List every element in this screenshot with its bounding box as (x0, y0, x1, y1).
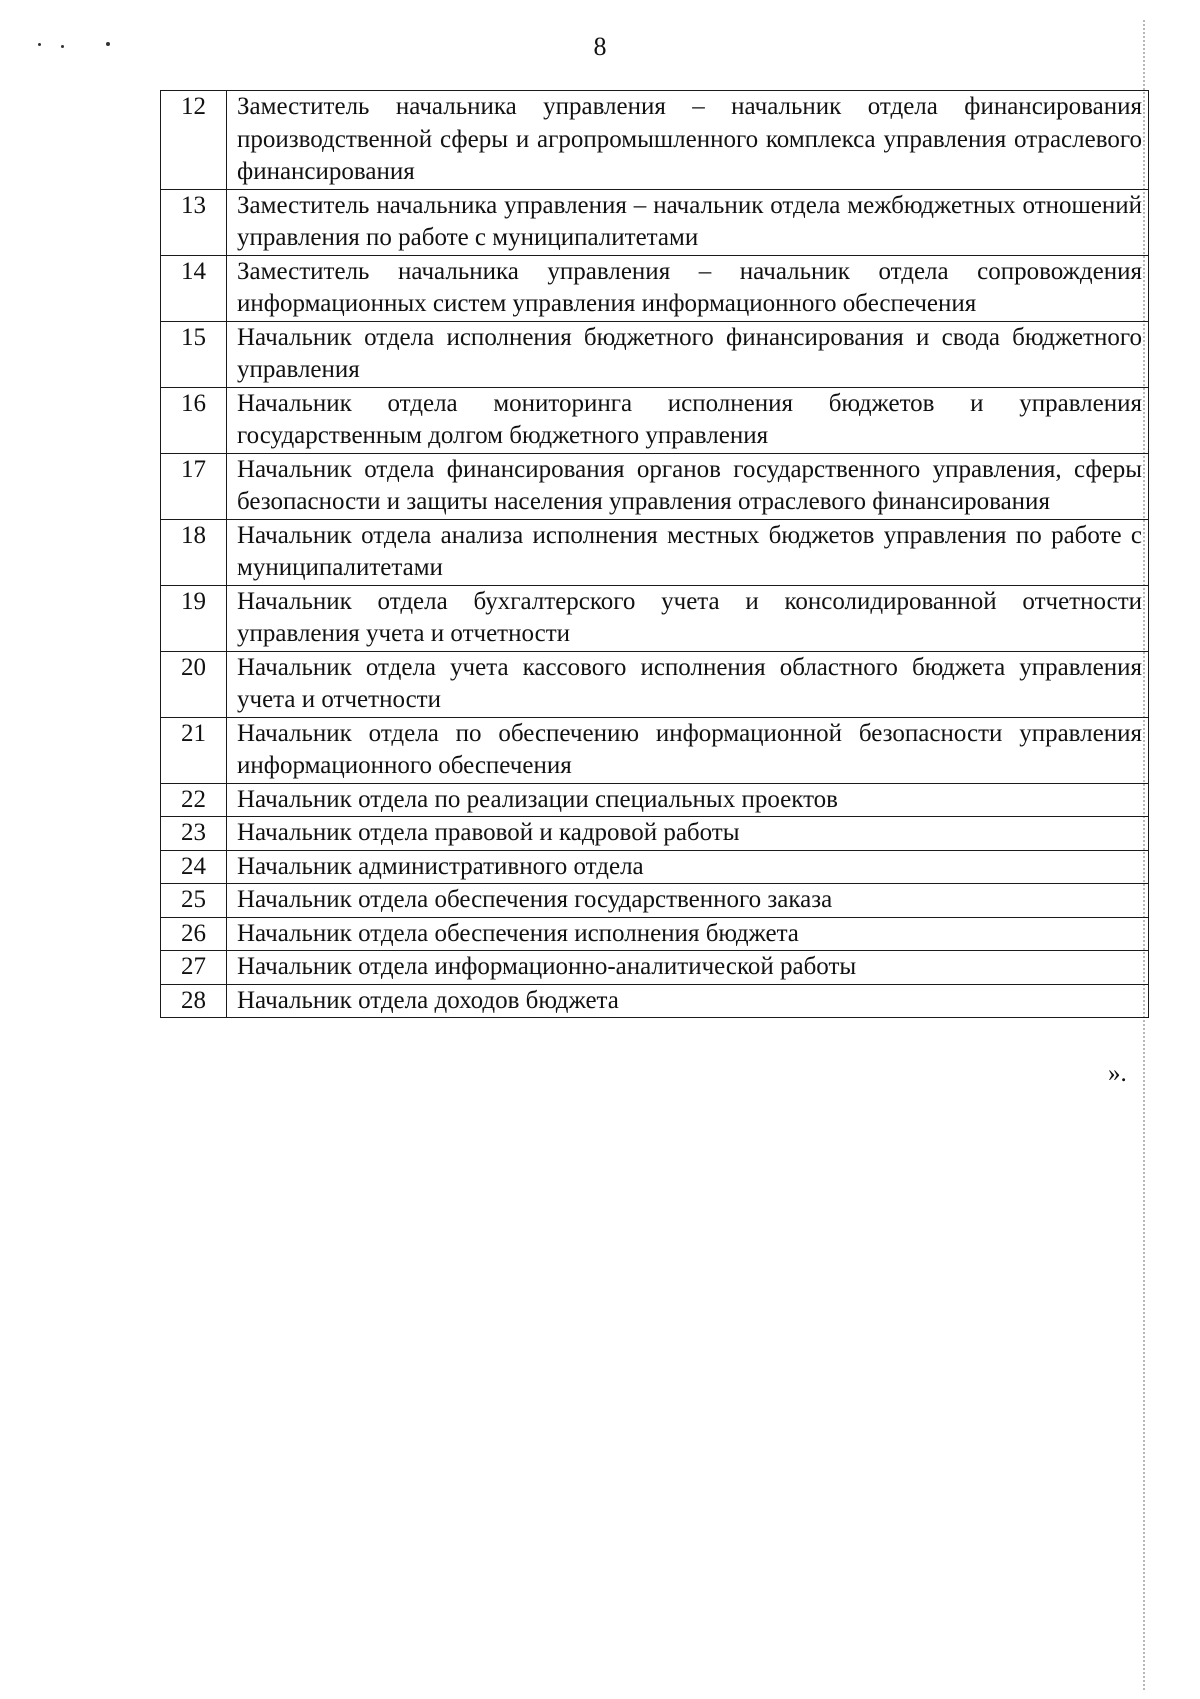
row-number-cell: 27 (161, 951, 227, 985)
row-number-cell: 17 (161, 453, 227, 519)
table-row (161, 321, 1149, 387)
table-row (161, 255, 1149, 321)
table-row (161, 984, 1149, 1018)
table-row (161, 951, 1149, 985)
row-number-cell: 15 (161, 321, 227, 387)
page-number: 8 (593, 32, 607, 61)
row-number-cell: 19 (161, 585, 227, 651)
row-number-cell: 22 (161, 783, 227, 817)
position-title-cell: Начальник отдела доходов бюджета (227, 984, 1149, 1018)
position-title-cell: Начальник отдела по обеспечению информационной безопасности управления информационного обеспечения (227, 717, 1149, 783)
row-number-cell: 23 (161, 817, 227, 851)
table-row (161, 189, 1149, 255)
positions-table (160, 90, 1149, 1018)
table-row (161, 651, 1149, 717)
table-row (161, 917, 1149, 951)
position-title-cell: Начальник отдела финансирования органов государственного управления, сферы безопасности и защиты населения управления отраслевого финансирования (227, 453, 1149, 519)
position-title-cell: Начальник отдела обеспечения государственного заказа (227, 884, 1149, 918)
row-number-cell: 20 (161, 651, 227, 717)
table-row (161, 817, 1149, 851)
row-number-cell: 12 (161, 91, 227, 190)
table-row (161, 387, 1149, 453)
position-title-cell: Начальник отдела исполнения бюджетного финансирования и свода бюджетного управления (227, 321, 1149, 387)
row-number-cell: 13 (161, 189, 227, 255)
position-title-cell: Начальник отдела бухгалтерского учета и консолидированной отчетности управления учета и отчетности (227, 585, 1149, 651)
table-row (161, 783, 1149, 817)
position-title-cell: Начальник отдела обеспечения исполнения бюджета (227, 917, 1149, 951)
table-row (161, 717, 1149, 783)
table-row (161, 519, 1149, 585)
position-title-cell: Начальник отдела анализа исполнения местных бюджетов управления по работе с муниципалитетами (227, 519, 1149, 585)
positions-table-body (161, 91, 1149, 1018)
table-row (161, 884, 1149, 918)
row-number-cell: 21 (161, 717, 227, 783)
position-title-cell: Начальник отдела мониторинга исполнения бюджетов и управления государственным долгом бюджетного управления (227, 387, 1149, 453)
table-row (161, 850, 1149, 884)
position-title-cell: Заместитель начальника управления – начальник отдела финансирования производственной сферы и агропромышленного комплекса управления отраслевого финансирования (227, 91, 1149, 190)
row-number-cell: 18 (161, 519, 227, 585)
closing-quote-mark: ». (1108, 1060, 1127, 1087)
position-title-cell: Заместитель начальника управления – начальник отдела межбюджетных отношений управления по работе с муниципалитетами (227, 189, 1149, 255)
position-title-cell: Начальник административного отдела (227, 850, 1149, 884)
position-title-cell: Заместитель начальника управления – начальник отдела сопровождения информационных систем управления информационного обеспечения (227, 255, 1149, 321)
row-number-cell: 16 (161, 387, 227, 453)
position-title-cell: Начальник отдела информационно-аналитической работы (227, 951, 1149, 985)
table-row (161, 585, 1149, 651)
position-title-cell: Начальник отдела учета кассового исполнения областного бюджета управления учета и отчетности (227, 651, 1149, 717)
row-number-cell: 26 (161, 917, 227, 951)
row-number-cell: 14 (161, 255, 227, 321)
row-number-cell: 24 (161, 850, 227, 884)
position-title-cell: Начальник отдела по реализации специальных проектов (227, 783, 1149, 817)
table-row (161, 453, 1149, 519)
row-number-cell: 28 (161, 984, 227, 1018)
position-title-cell: Начальник отдела правовой и кадровой работы (227, 817, 1149, 851)
table-row (161, 91, 1149, 190)
row-number-cell: 25 (161, 884, 227, 918)
